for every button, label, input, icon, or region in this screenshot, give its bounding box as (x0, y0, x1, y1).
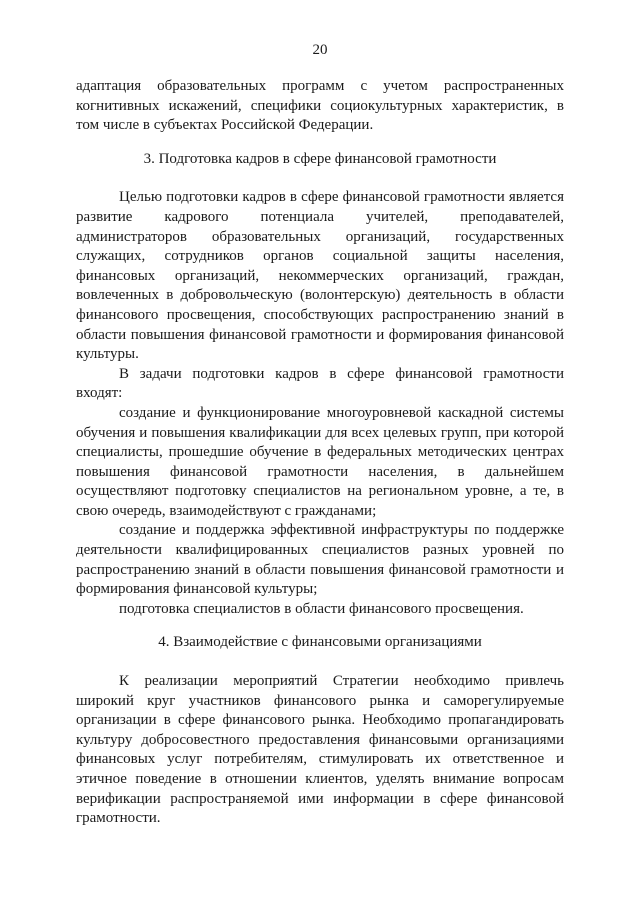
paragraph-tasks-intro: В задачи подготовки кадров в сфере финансовой грамотности входят: (76, 365, 564, 402)
list-item-infrastructure: создание и поддержка эффективной инфраструктуры по поддержке деятельности квалифицированных специалистов разных уровней по распространению знаний в области повышения финансовой грамотности и формирования финансовой культуры; (76, 522, 564, 598)
list-item-cascade-system: создание и функционирование многоуровневой каскадной системы обучения и повышения квалификации для всех целевых групп, при которой специалисты, прошедшие обучение в федеральных методических центрах повышения финансовой грамотности населения, в дальнейшем осуществляют подготовку специалистов на региональном уровне, а те, в свою очередь, взаимодействуют с гражданами; (76, 404, 564, 519)
document-body (76, 77, 564, 829)
paragraph-continuation: адаптация образовательных программ с учетом распространенных когнитивных искажений, специфики социокультурных характеристик, в том числе в субъектах Российской Федерации. (76, 78, 564, 134)
section-heading-3: 3. Подготовка кадров в сфере финансовой грамотности (143, 150, 497, 167)
list-item-specialists: подготовка специалистов в области финансового просвещения. (119, 600, 524, 617)
paragraph-goal: Целью подготовки кадров в сфере финансовой грамотности является развитие кадрового потенциала учителей, преподавателей, администраторов образовательных организаций, государственных служащих, сотрудников органов социальной защиты населения, финансовых организаций, некоммерческих организаций, граждан, вовлеченных в добровольческую (волонтерскую) деятельность в области финансового просвещения, способствующих распространению знаний в области повышения финансовой грамотности и формирования финансовой культуры. (76, 189, 564, 363)
section-heading-4: 4. Взаимодействие с финансовыми организациями (158, 634, 482, 651)
paragraph-financial-orgs: К реализации мероприятий Стратегии необходимо привлечь широкий круг участников финансового рынка и саморегулируемые организации в сфере финансового рынка. Необходимо пропагандировать культуру добросовестного предоставления финансовыми организациями финансовых услуг потребителям, стимулировать их ответственное и этичное поведение в отношении клиентов, уделять внимание вопросам верификации распространяемой ими информации в сфере финансовой грамотности. (76, 673, 564, 827)
page-number: 20 (312, 42, 328, 58)
